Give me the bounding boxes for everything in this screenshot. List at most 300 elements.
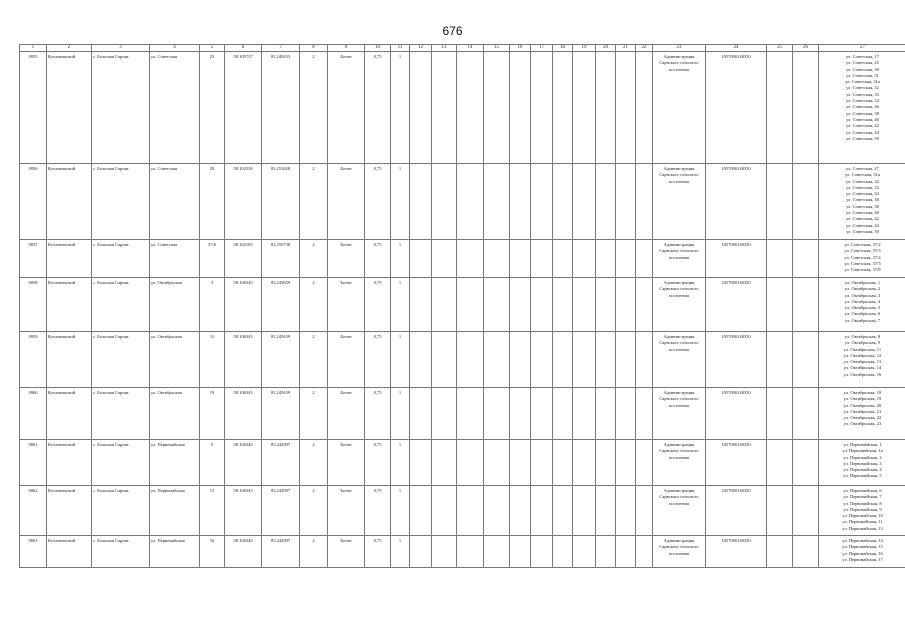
source-address: ул. Советская, 25 (846, 60, 879, 66)
owner-line: Сарвского сельского (659, 396, 699, 402)
column-header-15: 15 (484, 45, 510, 52)
registry-table (19, 44, 905, 568)
column-header-17: 17 (531, 45, 553, 52)
cell-empty-16 (510, 536, 531, 568)
cell-sources (819, 536, 905, 568)
owner-line: поселения (669, 550, 689, 556)
cell-empty-17 (531, 332, 553, 388)
source-address: ул. Советская, 37/4 (844, 254, 881, 260)
cell-sources (819, 486, 905, 536)
cell-house: 11 (200, 332, 225, 388)
cell-sources (819, 278, 905, 332)
cell-cover: Бетон (328, 52, 365, 164)
cell-empty-18 (553, 536, 573, 568)
owner-line: поселения (669, 500, 689, 506)
cell-owner (653, 240, 706, 278)
owner-line: Администрация (663, 334, 695, 339)
cell-empty-13 (432, 164, 457, 240)
source-address: ул. Советская, 36 (846, 104, 879, 110)
source-address: ул. Октябрьская, 20 (843, 402, 882, 408)
table-row (20, 486, 905, 536)
cell-empty-14 (457, 440, 484, 486)
cell-empty-12 (410, 164, 432, 240)
source-address: ул. Советская, 40 (846, 116, 879, 122)
source-address: ул. Советская, 37/8 (844, 267, 881, 273)
column-header-7: 7 (262, 45, 300, 52)
cell-area: 0,75 (365, 52, 391, 164)
cell-empty-18 (553, 164, 573, 240)
source-address: ул. Октябрьская, 1 (844, 280, 881, 285)
cell-area: 0,75 (365, 278, 391, 332)
cell-empty-15 (484, 164, 510, 240)
cell-ogrn: 1057000148350 (706, 240, 767, 278)
column-header-9: 9 (328, 45, 365, 52)
cell-cover: Бетон (328, 164, 365, 240)
cell-house: 19 (200, 388, 225, 440)
cell-settlement: с. Большая Сарова (92, 278, 150, 332)
source-address: ул. Советская, 32 (846, 85, 879, 91)
cell-empty-22 (636, 388, 653, 440)
cell-empty-21 (616, 52, 636, 164)
column-header-5: 5 (200, 45, 225, 52)
cell-empty-19 (573, 536, 596, 568)
cell-empty-17 (531, 278, 553, 332)
cell-id: 9062 (20, 486, 47, 536)
cell-empty-22 (636, 240, 653, 278)
owner-line: поселения (669, 292, 689, 298)
cell-area: 0,75 (365, 440, 391, 486)
cell-house: 5 (200, 440, 225, 486)
column-header-1: 1 (20, 45, 47, 52)
cell-empty-19 (573, 440, 596, 486)
source-address: ул. Советская, 37/5 (844, 260, 881, 266)
cell-empty-13 (432, 388, 457, 440)
source-address: ул. Октябрьская, 16 (843, 371, 882, 377)
column-header-8: 8 (300, 45, 328, 52)
owner-line: Администрация (663, 390, 695, 395)
source-address: ул. Октябрьская, 6 (844, 311, 881, 317)
cell-empty-17 (531, 240, 553, 278)
cell-empty-13 (432, 52, 457, 164)
source-address: ул. Первомайская, 8 (843, 500, 882, 506)
cell-id: 9055 (20, 52, 47, 164)
cell-empty-25 (767, 240, 793, 278)
cell-empty-15 (484, 388, 510, 440)
column-header-22: 22 (636, 45, 653, 52)
owner-line: поселения (669, 402, 689, 408)
cell-empty-15 (484, 278, 510, 332)
cell-empty-19 (573, 164, 596, 240)
cell-empty-21 (616, 388, 636, 440)
cell-empty-16 (510, 332, 531, 388)
cell-empty-14 (457, 240, 484, 278)
cell-lon: 83.245659 (262, 278, 300, 332)
cell-count: 2 (300, 388, 328, 440)
cell-owner (653, 52, 706, 164)
cell-empty-19 (573, 278, 596, 332)
column-header-12: 12 (410, 45, 432, 52)
cell-sources (819, 164, 905, 240)
cell-empty-12 (410, 240, 432, 278)
cell-empty-22 (636, 164, 653, 240)
source-address: ул. Первомайская, 17 (842, 556, 883, 562)
cell-owner (653, 278, 706, 332)
cell-id: 9059 (20, 332, 47, 388)
source-address: ул. Первомайская, 5 (843, 473, 882, 479)
cell-bins: 1 (391, 240, 410, 278)
cell-lat: 58.106343 (225, 388, 262, 440)
owner-line: Администрация (663, 242, 695, 247)
table-row (20, 440, 905, 486)
cell-empty-26 (793, 278, 819, 332)
column-header-3: 3 (92, 45, 150, 52)
cell-empty-26 (793, 388, 819, 440)
cell-sources (819, 332, 905, 388)
cell-district: Козловичский (47, 332, 92, 388)
cell-empty-13 (432, 240, 457, 278)
source-address: ул. Советская, 31а (845, 79, 880, 85)
cell-empty-16 (510, 388, 531, 440)
cell-empty-17 (531, 52, 553, 164)
table-row (20, 536, 905, 568)
table-row (20, 240, 905, 278)
cell-settlement: с. Большая Сарова (92, 52, 150, 164)
cell-empty-20 (596, 486, 616, 536)
column-header-27: 27 (819, 45, 905, 52)
cell-empty-15 (484, 240, 510, 278)
cell-empty-16 (510, 278, 531, 332)
cell-street: ул. Советская (150, 52, 200, 164)
cell-lat: 58.106343 (225, 536, 262, 568)
cell-empty-26 (793, 440, 819, 486)
cell-owner (653, 164, 706, 240)
cell-empty-26 (793, 332, 819, 388)
cell-cover: Бетон (328, 486, 365, 536)
cell-district: Козловичский (47, 388, 92, 440)
cell-empty-25 (767, 440, 793, 486)
cell-lon: 83.251828 (262, 164, 300, 240)
cell-district: Козловичский (47, 486, 92, 536)
source-address: ул. Первомайская, 11 (842, 519, 883, 525)
cell-empty-12 (410, 278, 432, 332)
source-address: ул. Советская, 50 (846, 228, 879, 234)
cell-empty-20 (596, 388, 616, 440)
cell-empty-20 (596, 536, 616, 568)
cell-empty-16 (510, 440, 531, 486)
source-address: ул. Первомайская, 13 (842, 525, 883, 531)
cell-sources (819, 52, 905, 164)
cell-id: 9061 (20, 440, 47, 486)
cell-empty-15 (484, 332, 510, 388)
cell-empty-15 (484, 440, 510, 486)
column-header-14: 14 (457, 45, 484, 52)
source-address: ул. Советская, 34 (846, 98, 879, 104)
source-address: ул. Советская, 42 (846, 216, 879, 222)
cell-owner (653, 536, 706, 568)
source-address: ул. Первомайская, 16 (842, 550, 883, 556)
owner-line: поселения (669, 454, 689, 460)
source-address: ул. Октябрьская, 9 (844, 340, 881, 346)
cell-empty-22 (636, 536, 653, 568)
cell-sources (819, 388, 905, 440)
cell-bins: 1 (391, 388, 410, 440)
column-header-10: 10 (365, 45, 391, 52)
cell-empty-21 (616, 486, 636, 536)
cell-empty-20 (596, 52, 616, 164)
cell-cover: Бетон (328, 278, 365, 332)
cell-area: 0,75 (365, 164, 391, 240)
cell-street: ул. Советская (150, 164, 200, 240)
column-header-18: 18 (553, 45, 573, 52)
source-address: ул. Советская, 31а (845, 172, 880, 178)
cell-empty-16 (510, 240, 531, 278)
cell-empty-18 (553, 240, 573, 278)
cell-settlement: с. Большая Сарова (92, 388, 150, 440)
cell-ogrn: 1057000148350 (706, 278, 767, 332)
cell-empty-21 (616, 278, 636, 332)
column-header-19: 19 (573, 45, 596, 52)
source-address: ул. Советская, 27 (846, 166, 879, 171)
cell-empty-18 (553, 440, 573, 486)
cell-empty-20 (596, 332, 616, 388)
column-header-24: 24 (706, 45, 767, 52)
source-address: ул. Советская, 33 (846, 91, 879, 97)
cell-empty-15 (484, 536, 510, 568)
cell-area: 0,75 (365, 240, 391, 278)
cell-empty-17 (531, 536, 553, 568)
cell-street: ул. Октябрьская (150, 388, 200, 440)
cell-count: 2 (300, 164, 328, 240)
column-header-2: 2 (47, 45, 92, 52)
cell-settlement: с. Большая Сарова (92, 536, 150, 568)
cell-ogrn: 1057000148350 (706, 536, 767, 568)
cell-area: 0,75 (365, 332, 391, 388)
cell-empty-26 (793, 486, 819, 536)
source-address: ул. Советская, 44 (846, 129, 879, 135)
cell-lat: 58.105737 (225, 52, 262, 164)
cell-district: Козловичский (47, 240, 92, 278)
source-address: ул. Октябрьская, 11 (843, 346, 882, 352)
column-header-20: 20 (596, 45, 616, 52)
cell-street: ул. Первомайская (150, 440, 200, 486)
column-header-4: 4 (150, 45, 200, 52)
cell-empty-18 (553, 486, 573, 536)
column-header-13: 13 (432, 45, 457, 52)
cell-cover: Бетон (328, 240, 365, 278)
owner-line: Администрация (663, 54, 695, 59)
source-address: ул. Октябрьская, 18 (843, 390, 882, 395)
cell-empty-22 (636, 52, 653, 164)
cell-owner (653, 388, 706, 440)
cell-empty-13 (432, 278, 457, 332)
cell-bins: 1 (391, 332, 410, 388)
cell-empty-22 (636, 332, 653, 388)
owner-line: Сарвского сельского (659, 248, 699, 254)
source-address: ул. Октябрьская, 23 (843, 421, 882, 427)
owner-line: поселения (669, 66, 689, 72)
cell-empty-19 (573, 332, 596, 388)
cell-empty-12 (410, 440, 432, 486)
cell-empty-14 (457, 388, 484, 440)
source-address: ул. Октябрьская, 13 (843, 359, 882, 365)
cell-bins: 1 (391, 164, 410, 240)
cell-empty-21 (616, 164, 636, 240)
cell-empty-13 (432, 332, 457, 388)
cell-street: ул. Октябрьская (150, 278, 200, 332)
cell-empty-25 (767, 332, 793, 388)
source-address: ул. Первомайская, 10 (842, 513, 883, 519)
cell-house: 23 (200, 52, 225, 164)
cell-bins: 1 (391, 278, 410, 332)
source-address: ул. Советская, 38 (846, 110, 879, 116)
cell-empty-14 (457, 486, 484, 536)
cell-empty-12 (410, 536, 432, 568)
cell-empty-20 (596, 164, 616, 240)
source-address: ул. Октябрьская, 8 (844, 334, 881, 339)
cell-ogrn: 1057000148350 (706, 486, 767, 536)
cell-district: Козловичский (47, 536, 92, 568)
source-address: ул. Советская, 31 (846, 72, 879, 78)
source-address: ул. Советская, 32 (846, 178, 879, 184)
cell-district: Козловичский (47, 278, 92, 332)
source-address: ул. Советская, 17 (846, 54, 879, 59)
cell-empty-15 (484, 52, 510, 164)
cell-house: 13 (200, 486, 225, 536)
owner-line: Сарвского сельского (659, 60, 699, 66)
header-row (20, 45, 905, 52)
owner-line: Сарвского сельского (659, 448, 699, 454)
cell-empty-26 (793, 240, 819, 278)
cell-empty-14 (457, 52, 484, 164)
cell-district: Козловичский (47, 164, 92, 240)
table-row (20, 388, 905, 440)
cell-empty-22 (636, 440, 653, 486)
cell-house: 16 (200, 536, 225, 568)
cell-area: 0,75 (365, 388, 391, 440)
owner-line: Администрация (663, 166, 695, 171)
source-address: ул. Советская, 37/2 (844, 242, 881, 247)
cell-empty-19 (573, 388, 596, 440)
cell-empty-14 (457, 536, 484, 568)
source-address: ул. Первомайская, 2 (843, 454, 882, 460)
source-address: ул. Советская, 37/3 (844, 248, 881, 254)
cell-count: 2 (300, 240, 328, 278)
source-address: ул. Советская, 42 (846, 123, 879, 129)
source-address: ул. Октябрьская, 22 (843, 415, 882, 421)
cell-empty-25 (767, 536, 793, 568)
source-address: ул. Советская, 33 (846, 184, 879, 190)
cell-empty-12 (410, 52, 432, 164)
cell-empty-19 (573, 240, 596, 278)
column-header-23: 23 (653, 45, 706, 52)
cell-empty-25 (767, 52, 793, 164)
cell-empty-26 (793, 536, 819, 568)
source-address: ул. Октябрьская, 19 (843, 396, 882, 402)
cell-empty-21 (616, 536, 636, 568)
source-address: ул. Первомайская, 15 (842, 544, 883, 550)
table-row (20, 332, 905, 388)
cell-cover: Бетон (328, 440, 365, 486)
cell-count: 2 (300, 486, 328, 536)
source-address: ул. Октябрьская, 7 (844, 317, 881, 323)
source-address: ул. Советская, 30 (846, 66, 879, 72)
source-address: ул. Первомайская, 1а (842, 448, 883, 454)
cell-empty-18 (553, 278, 573, 332)
cell-empty-18 (553, 388, 573, 440)
cell-lat: 58.106343 (225, 440, 262, 486)
owner-line: Администрация (663, 538, 695, 543)
cell-lon: 83.245659 (262, 332, 300, 388)
cell-bins: 1 (391, 536, 410, 568)
cell-house: 3 (200, 278, 225, 332)
source-address: ул. Октябрьская, 12 (843, 352, 882, 358)
cell-empty-21 (616, 440, 636, 486)
cell-empty-20 (596, 240, 616, 278)
cell-cover: Бетон (328, 332, 365, 388)
source-address: ул. Советская, 36 (846, 197, 879, 203)
cell-settlement: с. Большая Сарова (92, 164, 150, 240)
cell-empty-25 (767, 278, 793, 332)
owner-line: Администрация (663, 488, 695, 493)
cell-lat: 58.106345 (225, 278, 262, 332)
cell-lat: 58.106343 (225, 486, 262, 536)
cell-empty-12 (410, 486, 432, 536)
cell-bins: 1 (391, 52, 410, 164)
cell-empty-19 (573, 52, 596, 164)
source-address: ул. Октябрьская, 4 (844, 298, 881, 304)
cell-lon: 83.242997 (262, 536, 300, 568)
source-address: ул. Советская, 40 (846, 210, 879, 216)
cell-district: Козловичский (47, 52, 92, 164)
cell-empty-20 (596, 440, 616, 486)
cell-empty-14 (457, 278, 484, 332)
cell-settlement: с. Большая Сарова (92, 486, 150, 536)
cell-house: 29 (200, 164, 225, 240)
cell-empty-14 (457, 164, 484, 240)
cell-empty-25 (767, 164, 793, 240)
cell-ogrn: 1057000148350 (706, 332, 767, 388)
owner-line: Сарвского сельского (659, 172, 699, 178)
source-address: ул. Первомайская, 3 (843, 460, 882, 466)
cell-empty-17 (531, 164, 553, 240)
cell-area: 0,75 (365, 536, 391, 568)
column-header-21: 21 (616, 45, 636, 52)
cell-lat: 58.102538 (225, 164, 262, 240)
column-header-25: 25 (767, 45, 793, 52)
cell-empty-20 (596, 278, 616, 332)
table-row (20, 52, 905, 164)
cell-count: 2 (300, 278, 328, 332)
cell-ogrn: 1057000148350 (706, 440, 767, 486)
cell-empty-26 (793, 52, 819, 164)
cell-empty-26 (793, 164, 819, 240)
source-address: ул. Первомайская, 4 (843, 467, 882, 473)
cell-street: ул. Октябрьская (150, 332, 200, 388)
source-address: ул. Октябрьская, 2 (844, 286, 881, 292)
cell-empty-17 (531, 440, 553, 486)
column-header-16: 16 (510, 45, 531, 52)
cell-id: 9057 (20, 240, 47, 278)
cell-empty-25 (767, 486, 793, 536)
cell-settlement: с. Большая Сарова (92, 240, 150, 278)
cell-empty-13 (432, 486, 457, 536)
column-header-26: 26 (793, 45, 819, 52)
table-row (20, 278, 905, 332)
cell-house: 37/6 (200, 240, 225, 278)
cell-sources (819, 440, 905, 486)
source-address: ул. Советская, 34 (846, 191, 879, 197)
cell-empty-16 (510, 52, 531, 164)
